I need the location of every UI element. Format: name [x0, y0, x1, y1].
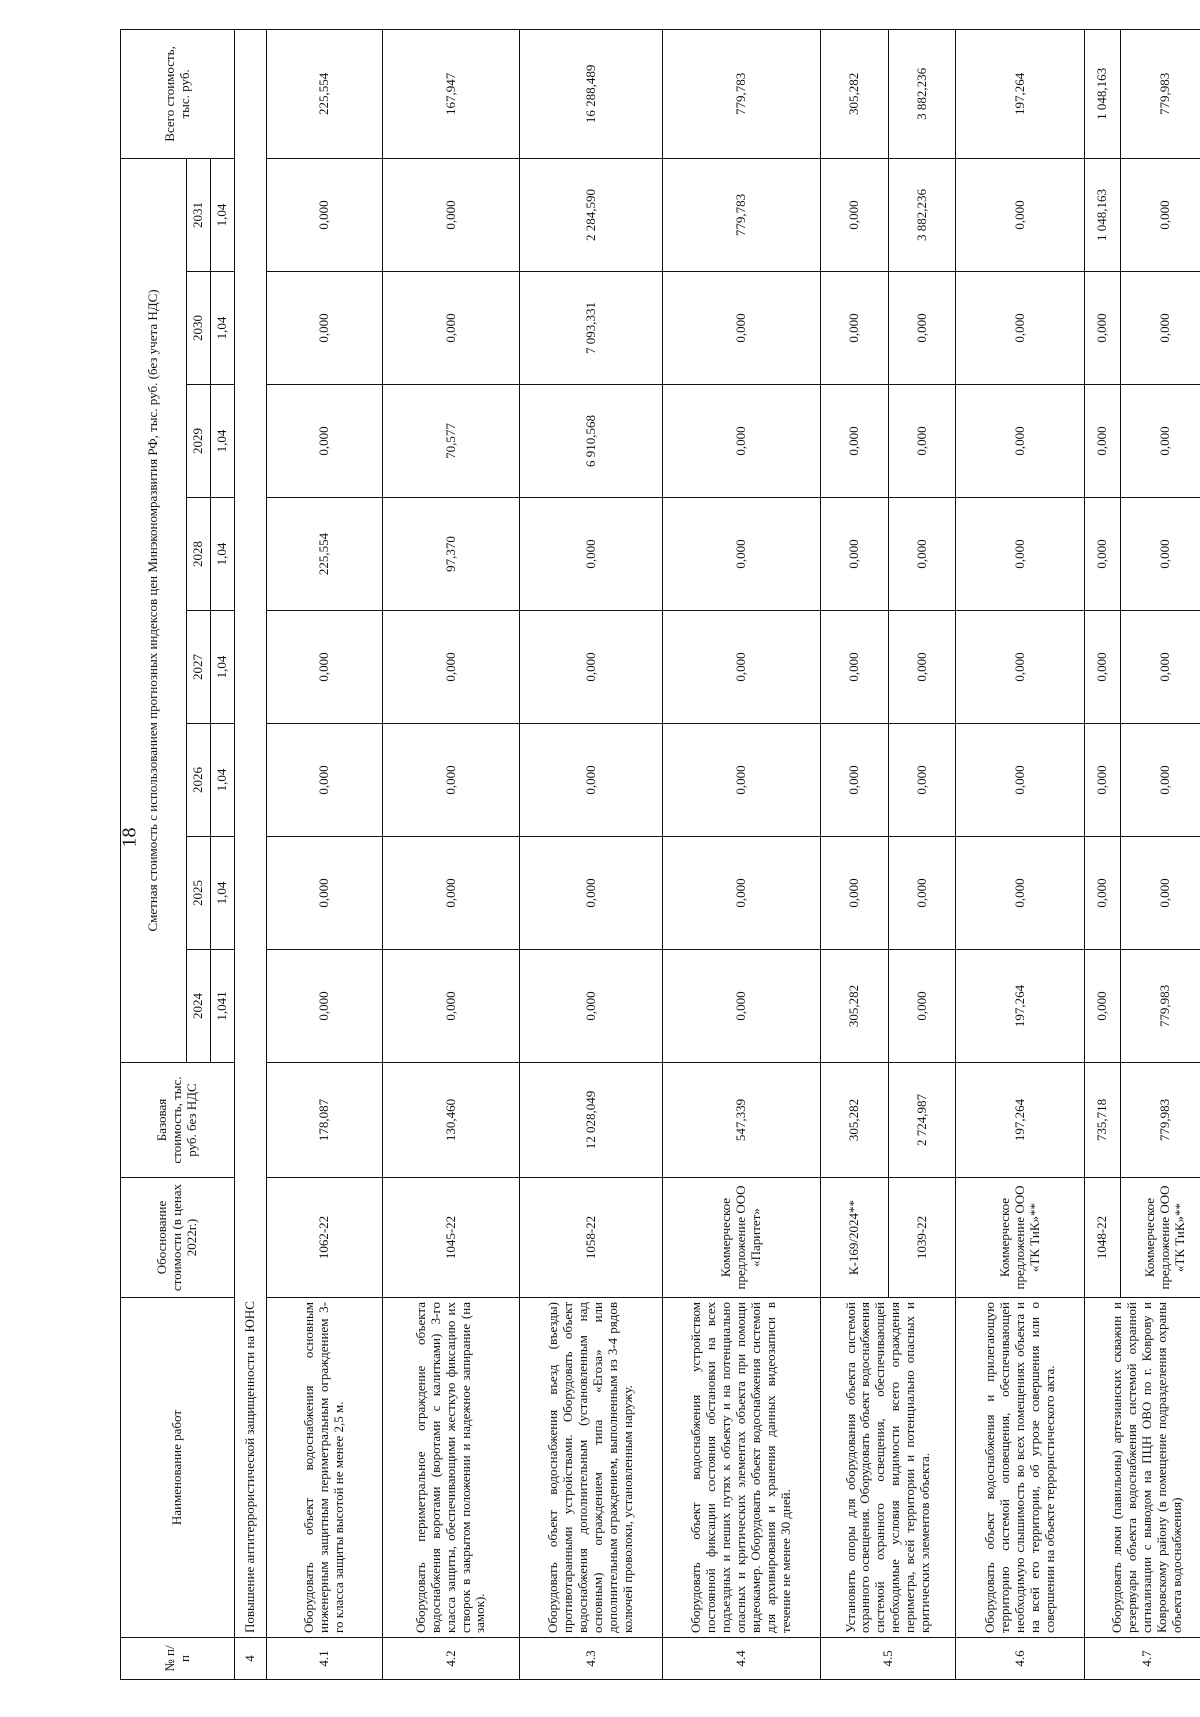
- year-value-cell: 0,000: [662, 724, 820, 837]
- work-name: Оборудовать объект водоснабжения устройством постоянной фиксации состояния обстановки на всех подъездных и пеших путях к объекту и на потенциально опасных и критических элементах объекта при помощи видеокамер. Оборудовать объект водоснабжения системой для архивирования и хранения данных видеозаписи в течение не менее 30 дней.: [662, 1298, 820, 1638]
- year-value-cell: 0,000: [266, 158, 382, 271]
- year-value-cell: 1 048,163: [1085, 158, 1121, 271]
- basis-cell: 1062-22: [266, 1178, 382, 1298]
- work-name: Оборудовать объект водоснабжения въезд (въезды) противотаранными устройствами. Оборудовать объект водоснабжения дополнительным (установленным над основным) ограждением типа «Егоза» или дополнительным ограждением, выполненным из 3-4 рядов колючей проволоки, установленным наружу.: [520, 1298, 663, 1638]
- work-name: Установить опоры для оборудования объекта системой охранного освещения. Оборудовать объект водоснабжения системой охранного освещения, обеспечивающей необходимые условия видимости всего ограждения периметра, всей территории и потенциально опасных и критических элементов объекта.: [821, 1298, 956, 1638]
- basis-cell: 1048-22: [1085, 1178, 1121, 1298]
- total-cell: 305,282: [821, 29, 889, 158]
- base-cost-cell: 735,718: [1085, 1063, 1121, 1178]
- year-value-cell: 0,000: [382, 272, 519, 385]
- table-row: [956, 29, 1085, 1679]
- year-value-cell: 0,000: [382, 950, 519, 1063]
- year-value-cell: 97,370: [382, 498, 519, 611]
- index-cell: 1,041: [211, 950, 235, 1063]
- year-value-cell: 0,000: [1121, 611, 1200, 724]
- year-value-cell: 0,000: [956, 611, 1085, 724]
- year-value-cell: 0,000: [821, 158, 889, 271]
- year-value-cell: 0,000: [821, 837, 889, 950]
- work-name: Оборудовать объект водоснабжения и прилегающую территорию системой оповещения, обеспечивающей необходимую слышимость во всех помещениях объекта и на всей его территории, об угрозе совершения или о совершении на объекте террористического акта.: [956, 1298, 1085, 1638]
- header-basis: Обоснование стоимости (в ценах 2022г.): [121, 1178, 235, 1298]
- basis-cell: Коммерческое предложение ООО «ТК ТиК»**: [956, 1178, 1085, 1298]
- year-value-cell: 0,000: [662, 950, 820, 1063]
- year-value-cell: 0,000: [821, 724, 889, 837]
- total-cell: 225,554: [266, 29, 382, 158]
- year-value-cell: 0,000: [1121, 272, 1200, 385]
- table-row: [1085, 29, 1121, 1679]
- row-num: 4.5: [821, 1638, 956, 1680]
- basis-cell: 1039-22: [888, 1178, 956, 1298]
- year-value-cell: 7 093,331: [520, 272, 663, 385]
- year-value-cell: 0,000: [888, 837, 956, 950]
- year-value-cell: 0,000: [266, 950, 382, 1063]
- row-num: 4.7: [1085, 1638, 1200, 1680]
- header-total: Всего стоимость, тыс. руб.: [121, 29, 235, 158]
- year-value-cell: 0,000: [520, 724, 663, 837]
- total-cell: 197,264: [956, 29, 1085, 158]
- year-cell: 2025: [187, 837, 211, 950]
- table-header: [118, 29, 235, 1679]
- year-value-cell: 0,000: [1121, 837, 1200, 950]
- year-value-cell: 0,000: [1121, 385, 1200, 498]
- year-value-cell: 70,577: [382, 385, 519, 498]
- year-value-cell: 0,000: [662, 272, 820, 385]
- year-value-cell: 2 284,590: [520, 158, 663, 271]
- row-num: 4.2: [382, 1638, 519, 1680]
- total-cell: 16 288,489: [520, 29, 663, 158]
- total-cell: 779,783: [662, 29, 820, 158]
- year-value-cell: 0,000: [888, 385, 956, 498]
- year-value-cell: 0,000: [1085, 272, 1121, 385]
- year-value-cell: 0,000: [888, 611, 956, 724]
- year-value-cell: 6 910,568: [520, 385, 663, 498]
- base-cost-cell: 547,339: [662, 1063, 820, 1178]
- section-num: 4: [235, 1638, 267, 1680]
- section-title: Повышение антитеррористической защищенности на ЮНС: [235, 29, 267, 1637]
- year-value-cell: 0,000: [520, 837, 663, 950]
- year-cell: 2031: [187, 158, 211, 271]
- basis-cell: К-169/2024**: [821, 1178, 889, 1298]
- year-value-cell: 0,000: [956, 837, 1085, 950]
- year-value-cell: 0,000: [1121, 724, 1200, 837]
- year-value-cell: 0,000: [266, 837, 382, 950]
- section-row: [235, 29, 267, 1679]
- year-value-cell: 0,000: [662, 498, 820, 611]
- year-cell: 2030: [187, 272, 211, 385]
- year-cell: 2026: [187, 724, 211, 837]
- base-cost-cell: 197,264: [956, 1063, 1085, 1178]
- row-num: 4.1: [266, 1638, 382, 1680]
- rotated-page: [120, 30, 1200, 1680]
- year-value-cell: 0,000: [520, 950, 663, 1063]
- year-value-cell: 0,000: [821, 611, 889, 724]
- year-value-cell: 0,000: [1085, 498, 1121, 611]
- year-value-cell: 0,000: [956, 498, 1085, 611]
- year-value-cell: 0,000: [266, 385, 382, 498]
- year-cell: 2029: [187, 385, 211, 498]
- year-value-cell: 0,000: [821, 385, 889, 498]
- row-num: 4.6: [956, 1638, 1085, 1680]
- year-value-cell: 0,000: [1085, 724, 1121, 837]
- base-cost-cell: 305,282: [821, 1063, 889, 1178]
- year-value-cell: 0,000: [520, 611, 663, 724]
- year-cell: 2028: [187, 498, 211, 611]
- basis-cell: Коммерческое предложение ООО «ТК ТиК»**: [1121, 1178, 1200, 1298]
- year-value-cell: 0,000: [266, 611, 382, 724]
- row-num: 4.4: [662, 1638, 820, 1680]
- cost-table: [120, 29, 1200, 1680]
- year-value-cell: 0,000: [1085, 611, 1121, 724]
- year-value-cell: 305,282: [821, 950, 889, 1063]
- year-value-cell: 0,000: [956, 272, 1085, 385]
- year-value-cell: 225,554: [266, 498, 382, 611]
- row-num: 4.3: [520, 1638, 663, 1680]
- work-name: Оборудовать объект водоснабжения основным инженерным защитным периметральным ограждением 3-го класса защиты высотой не менее 2,5 м.: [266, 1298, 382, 1638]
- year-value-cell: 0,000: [1085, 950, 1121, 1063]
- year-value-cell: 779,783: [662, 158, 820, 271]
- year-value-cell: 0,000: [956, 158, 1085, 271]
- total-cell: 1 048,163: [1085, 29, 1121, 158]
- total-cell: 779,983: [1121, 29, 1200, 158]
- year-value-cell: 0,000: [888, 950, 956, 1063]
- year-value-cell: 0,000: [1085, 385, 1121, 498]
- base-cost-cell: 12 028,049: [520, 1063, 663, 1178]
- year-value-cell: 197,264: [956, 950, 1085, 1063]
- year-value-cell: 0,000: [888, 724, 956, 837]
- base-cost-cell: 130,460: [382, 1063, 519, 1178]
- table-row: [520, 29, 663, 1679]
- index-cell: 1,04: [211, 385, 235, 498]
- year-value-cell: 0,000: [956, 724, 1085, 837]
- basis-cell: 1045-22: [382, 1178, 519, 1298]
- header-name: Наименование работ: [121, 1298, 235, 1638]
- year-value-cell: 0,000: [1121, 498, 1200, 611]
- year-value-cell: 0,000: [956, 385, 1085, 498]
- index-cell: 1,04: [211, 724, 235, 837]
- index-cell: 1,04: [211, 611, 235, 724]
- index-cell: 1,04: [211, 498, 235, 611]
- total-cell: 3 882,236: [888, 29, 956, 158]
- table-row: [266, 29, 382, 1679]
- year-value-cell: 0,000: [520, 498, 663, 611]
- year-value-cell: 0,000: [1085, 837, 1121, 950]
- year-value-cell: 0,000: [888, 272, 956, 385]
- year-cell: 2024: [187, 950, 211, 1063]
- year-value-cell: 3 882,236: [888, 158, 956, 271]
- table-row: [382, 29, 519, 1679]
- base-cost-cell: 178,087: [266, 1063, 382, 1178]
- year-value-cell: 0,000: [1121, 158, 1200, 271]
- table-row: [821, 29, 889, 1679]
- year-value-cell: 0,000: [382, 611, 519, 724]
- year-cell: 2027: [187, 611, 211, 724]
- work-name: Оборудовать периметральное ограждение объекта водоснабжения воротами (воротами с калитками) 3-го класса защиты, обеспечивающими жесткую фиксацию их створок в закрытом положении и надежное запирание (на замок).: [382, 1298, 519, 1638]
- header-estimate: Сметная стоимость с использованием прогнозных индексов цен Минэкономразвития РФ, тыс. руб. (без учета НДС): [121, 158, 187, 1062]
- year-value-cell: 0,000: [382, 724, 519, 837]
- year-value-cell: 0,000: [888, 498, 956, 611]
- page-number: 18: [118, 827, 141, 848]
- basis-cell: Коммерческое предложение ООО «Паритет»: [662, 1178, 820, 1298]
- year-value-cell: 0,000: [382, 837, 519, 950]
- year-value-cell: 0,000: [382, 158, 519, 271]
- year-value-cell: 779,983: [1121, 950, 1200, 1063]
- year-value-cell: 0,000: [266, 272, 382, 385]
- year-value-cell: 0,000: [662, 385, 820, 498]
- year-value-cell: 0,000: [662, 611, 820, 724]
- base-cost-cell: 2 724,987: [888, 1063, 956, 1178]
- basis-cell: 1058-22: [520, 1178, 663, 1298]
- year-value-cell: 0,000: [821, 272, 889, 385]
- year-value-cell: 0,000: [662, 837, 820, 950]
- base-cost-cell: 779,983: [1121, 1063, 1200, 1178]
- year-value-cell: 0,000: [266, 724, 382, 837]
- index-cell: 1,04: [211, 837, 235, 950]
- index-cell: 1,04: [211, 158, 235, 271]
- header-base-cost: Базовая стоимость, тыс. руб. без НДС: [121, 1063, 235, 1178]
- year-value-cell: 0,000: [821, 498, 889, 611]
- table-row: [662, 29, 820, 1679]
- work-name: Оборудовать люки (павильоны) артезианских скважин и резервуары объекта водоснабжения системой охранной сигнализации с выводом на ПЦН ОВО по г. Коврову и Ковровскому району (в помещение подразделения охраны объекта водоснабжения): [1085, 1298, 1200, 1638]
- index-cell: 1,04: [211, 272, 235, 385]
- total-cell: 167,947: [382, 29, 519, 158]
- header-num: № п/п: [121, 1638, 235, 1680]
